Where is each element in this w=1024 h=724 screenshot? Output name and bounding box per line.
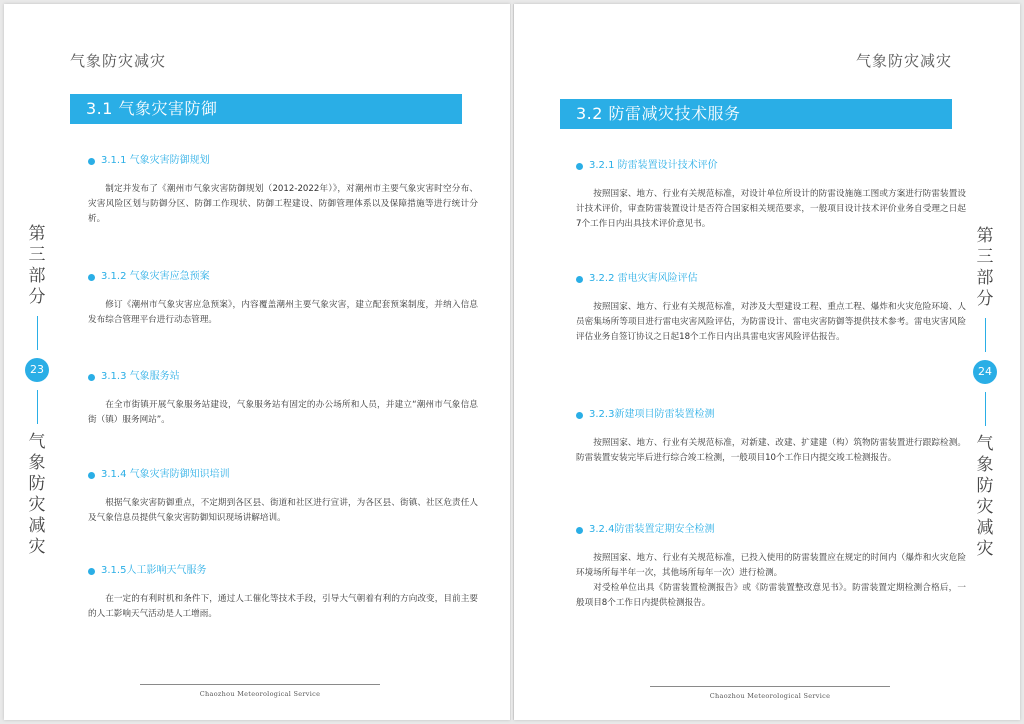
divider-line <box>37 316 38 350</box>
subsection-3-2-3 <box>576 408 966 466</box>
footer <box>650 686 890 700</box>
subsection-3-1-4 <box>88 468 478 526</box>
footer-rule <box>650 686 890 687</box>
footer-text: Chaozhou Meteorological Service <box>709 692 831 700</box>
bullet-icon <box>88 274 95 281</box>
bullet-icon <box>576 527 583 534</box>
page-number-badge: 24 <box>973 360 997 384</box>
subsection-3-2-4 <box>576 523 966 611</box>
subsection-heading: 3.2.1 防雷装置设计技术评价 <box>576 159 966 173</box>
subsection-heading: 3.2.4防雷装置定期安全检测 <box>576 523 966 537</box>
subsection-3-2-2 <box>576 272 966 345</box>
left-page <box>4 4 510 720</box>
divider-line <box>985 318 986 352</box>
bullet-icon <box>576 412 583 419</box>
divider-line <box>37 390 38 424</box>
side-navigation <box>24 224 50 558</box>
subsection-body: 按照国家、地方、行业有关规范标准，已投入使用的防雷装置应在规定的时间内（爆炸和火灾危险环境场所每半年一次，其他场所每年一次）进行检测。 对受检单位出具《防雷装置检测报告》或《防雷装置整改意见书》。防雷装置定期检测合格后，一般项目8个工作日内提供检测报告。 <box>576 553 966 608</box>
bullet-icon <box>576 276 583 283</box>
footer <box>140 684 380 698</box>
subsection-3-1-1 <box>88 154 478 227</box>
section-title-banner: 3.1 气象灾害防御 <box>70 94 462 124</box>
part-label: 第 三 部 分 <box>28 224 46 307</box>
subsection-body: 按照国家、地方、行业有关规范标准，对设计单位所设计的防雷设施施工图或方案进行防雷装置设计技术评价，审查防雷装置设计是否符合国家相关规范要求，一般项目设计技术评价业务自受理之日起7个工作日内出具技术评价意见书。 <box>576 189 966 229</box>
subsection-body: 根据气象灾害防御重点，不定期到各区县、街道和社区进行宣讲，为各区县、街镇、社区危责任人及气象信息员提供气象灾害防御知识现场讲解培训。 <box>88 498 478 523</box>
page-number-badge: 23 <box>25 358 49 382</box>
subsection-body: 按照国家、地方、行业有关规范标准，对新建、改建、扩建建（构）筑物防雷装置进行跟踪检测。防雷装置安装完毕后进行综合竣工检测，一般项目10个工作日内提交竣工检测报告。 <box>576 438 966 463</box>
subsection-body: 按照国家、地方、行业有关规范标准，对涉及大型建设工程、重点工程、爆炸和火灾危险环境、人员密集场所等项目进行雷电灾害风险评估，为防雷设计、雷电灾害防御等提供技术参考。雷电灾害风险评估业务自签订协议之日起18个工作日内出具雷电灾害风险评估报告。 <box>576 302 966 342</box>
subsection-heading: 3.1.3 气象服务站 <box>88 370 478 384</box>
chapter-title-vertical: 气 象 防 灾 减 灾 <box>28 432 46 557</box>
bullet-icon <box>88 374 95 381</box>
subsection-heading: 3.1.4 气象灾害防御知识培训 <box>88 468 478 482</box>
running-title: 气象防灾减灾 <box>856 52 953 70</box>
footer-text: Chaozhou Meteorological Service <box>199 690 321 698</box>
subsection-3-1-2 <box>88 270 478 328</box>
bullet-icon <box>88 472 95 479</box>
subsection-heading: 3.2.2 雷电灾害风险评估 <box>576 272 966 286</box>
subsection-heading: 3.1.5人工影响天气服务 <box>88 564 478 578</box>
bullet-icon <box>88 158 95 165</box>
subsection-3-1-3 <box>88 370 478 428</box>
subsection-body: 在全市街镇开展气象服务站建设，气象服务站有固定的办公场所和人员，并建立“潮州市气象信息街（镇）服务网站”。 <box>88 400 478 425</box>
subsection-body: 制定并发布了《潮州市气象灾害防御规划（2012-2022年）》，对潮州市主要气象灾害时空分布、灾害风险区划与防御分区、防御工作现状、防御工程建设、防御管理体系以及保障措施等进行统计分析。 <box>88 184 478 224</box>
subsection-3-2-1 <box>576 159 966 232</box>
bullet-icon <box>576 163 583 170</box>
subsection-body: 在一定的有利时机和条件下，通过人工催化等技术手段，引导大气朝着有利的方向改变，目前主要的人工影响天气活动是人工增雨。 <box>88 594 478 619</box>
right-page <box>514 4 1020 720</box>
running-title: 气象防灾减灾 <box>70 52 167 70</box>
side-navigation <box>972 226 998 560</box>
bullet-icon <box>88 568 95 575</box>
footer-rule <box>140 684 380 685</box>
part-label: 第 三 部 分 <box>976 226 994 309</box>
subsection-heading: 3.2.3新建项目防雷装置检测 <box>576 408 966 422</box>
subsection-body: 修订《潮州市气象灾害应急预案》，内容覆盖潮州主要气象灾害，建立配套预案制度，并纳入信息发布综合管理平台进行动态管理。 <box>88 300 478 325</box>
subsection-heading: 3.1.1 气象灾害防御规划 <box>88 154 478 168</box>
subsection-3-1-5 <box>88 564 478 622</box>
chapter-title-vertical: 气 象 防 灾 减 灾 <box>976 434 994 559</box>
divider-line <box>985 392 986 426</box>
subsection-heading: 3.1.2 气象灾害应急预案 <box>88 270 478 284</box>
section-title-banner: 3.2 防雷减灾技术服务 <box>560 99 952 129</box>
